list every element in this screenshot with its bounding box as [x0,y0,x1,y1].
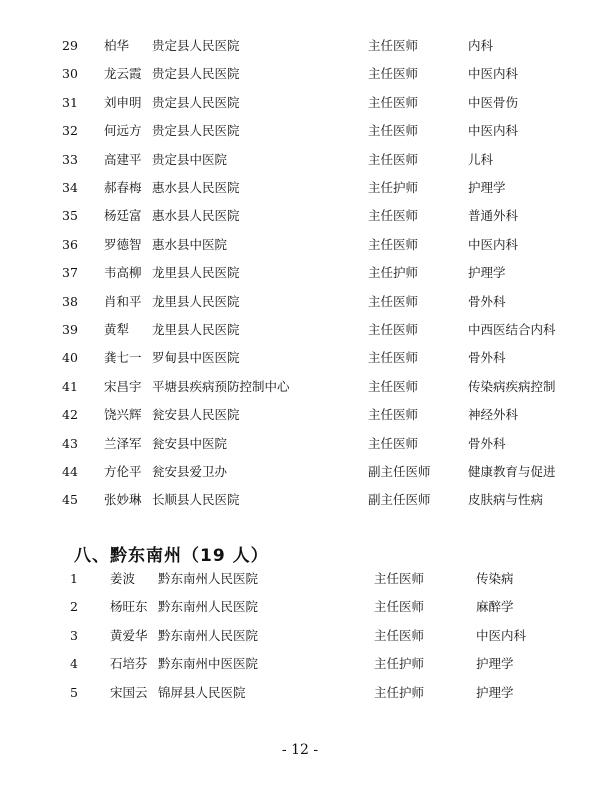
table-row [0,205,600,227]
job-title: 主任医师 [368,236,419,252]
specialty: 护理学 [468,180,506,195]
table-row [0,177,600,199]
job-title: 主任医师 [368,151,419,167]
person-name: 韦高柳 [104,265,142,281]
organization: 锦屏县人民医院 [158,684,246,700]
organization: 龙里县人民医院 [152,265,240,281]
row-number: 33 [62,151,78,167]
person-name: 郝春梅 [104,180,142,195]
person-name: 刘申明 [104,94,142,110]
person-name: 石培芬 [110,656,148,672]
person-name: 方伦平 [104,464,142,479]
person-name: 黄犁 [104,322,130,337]
table-row [0,625,600,647]
table-row [0,291,600,313]
specialty: 中医内科 [468,236,519,252]
row-number: 36 [62,236,78,252]
table-row [0,596,600,618]
organization: 瓮安县中医院 [152,435,228,451]
table-row [0,63,600,85]
job-title: 主任医师 [368,208,419,224]
specialty: 骨外科 [468,350,506,366]
row-number: 3 [70,627,78,643]
specialty: 传染病疾病控制 [468,378,556,394]
specialty: 麻醉学 [476,599,514,615]
person-name: 肖和平 [104,293,142,309]
specialty: 内科 [468,38,494,53]
job-title: 主任护师 [368,180,419,195]
organization: 瓮安县人民医院 [152,407,240,423]
row-number: 41 [62,378,78,394]
organization: 黔东南州人民医院 [158,571,259,586]
organization: 贵定县人民医院 [152,123,240,139]
specialty: 中西医结合内科 [468,322,556,337]
table-row [0,404,600,426]
job-title: 副主任医师 [368,464,431,479]
specialty: 健康教育与促进 [468,464,556,479]
table-row [0,234,600,256]
organization: 贵定县中医院 [152,151,228,167]
person-name: 杨廷富 [104,208,142,224]
job-title: 主任医师 [368,435,419,451]
row-number: 1 [70,571,78,586]
organization: 贵定县人民医院 [152,38,240,53]
organization: 龙里县人民医院 [152,293,240,309]
row-number: 38 [62,293,78,309]
row-number: 43 [62,435,78,451]
specialty: 普通外科 [468,208,519,224]
organization: 贵定县人民医院 [152,66,240,82]
person-name: 宋国云 [110,684,148,700]
row-number: 4 [70,656,78,672]
person-name: 罗德智 [104,236,142,252]
row-number: 44 [62,464,78,479]
specialty: 神经外科 [468,407,519,423]
job-title: 主任医师 [374,571,425,586]
person-name: 宋昌宇 [104,378,142,394]
job-title: 主任医师 [368,293,419,309]
job-title: 主任医师 [368,123,419,139]
row-number: 42 [62,407,78,423]
specialty: 护理学 [476,656,514,672]
organization: 惠水县人民医院 [152,208,240,224]
job-title: 主任医师 [368,66,419,82]
specialty: 皮肤病与性病 [468,492,544,508]
table-row [0,92,600,114]
page-number: - 12 - [281,742,319,758]
row-number: 37 [62,265,78,281]
row-number: 5 [70,684,78,700]
person-name: 黄爱华 [110,627,148,643]
job-title: 副主任医师 [368,492,431,508]
organization: 瓮安县爱卫办 [152,464,228,479]
job-title: 主任医师 [368,322,419,337]
row-number: 35 [62,208,78,224]
person-name: 张妙琳 [104,492,142,508]
row-number: 2 [70,599,78,615]
table-row [0,35,600,57]
specialty: 中医内科 [468,66,519,82]
row-number: 45 [62,492,78,508]
organization: 贵定县人民医院 [152,94,240,110]
table-row [0,376,600,398]
table-row [0,319,600,341]
job-title: 主任护师 [368,265,419,281]
specialty: 中医内科 [476,627,527,643]
job-title: 主任医师 [368,407,419,423]
organization: 黔东南州中医医院 [158,656,259,672]
person-name: 柏华 [104,38,130,53]
job-title: 主任医师 [368,378,419,394]
organization: 平塘县疾病预防控制中心 [152,378,290,394]
person-name: 龚七一 [104,350,142,366]
specialty: 儿科 [468,151,494,167]
row-number: 32 [62,123,78,139]
specialty: 中医内科 [468,123,519,139]
organization: 龙里县人民医院 [152,322,240,337]
row-number: 34 [62,180,78,195]
specialty: 传染病 [476,571,514,586]
job-title: 主任医师 [368,38,419,53]
organization: 惠水县人民医院 [152,180,240,195]
person-name: 兰泽军 [104,435,142,451]
organization: 黔东南州人民医院 [158,627,259,643]
person-name: 高建平 [104,151,142,167]
section-heading: 八、黔东南州（19 人） [74,546,269,566]
specialty: 护理学 [476,684,514,700]
table-row [0,262,600,284]
table-row [0,653,600,675]
person-name: 龙云霞 [104,66,142,82]
job-title: 主任医师 [374,599,425,615]
table-row [0,568,600,590]
organization: 罗甸县中医医院 [152,350,240,366]
job-title: 主任医师 [368,350,419,366]
specialty: 骨外科 [468,293,506,309]
row-number: 31 [62,94,78,110]
row-number: 30 [62,66,78,82]
person-name: 饶兴辉 [104,407,142,423]
table-row [0,149,600,171]
specialty: 护理学 [468,265,506,281]
organization: 惠水县中医院 [152,236,228,252]
job-title: 主任医师 [368,94,419,110]
job-title: 主任护师 [374,656,425,672]
table-row [0,682,600,704]
job-title: 主任医师 [374,627,425,643]
row-number: 40 [62,350,78,366]
table-row [0,433,600,455]
organization: 长顺县人民医院 [152,492,240,508]
person-name: 杨旺东 [110,599,148,615]
row-number: 39 [62,322,78,337]
specialty: 中医骨伤 [468,94,519,110]
person-name: 何远方 [104,123,142,139]
specialty: 骨外科 [468,435,506,451]
table-row [0,347,600,369]
organization: 黔东南州人民医院 [158,599,259,615]
table-row [0,120,600,142]
table-row [0,461,600,483]
person-name: 姜波 [110,571,136,586]
job-title: 主任护师 [374,684,425,700]
row-number: 29 [62,38,78,53]
table-row [0,489,600,511]
